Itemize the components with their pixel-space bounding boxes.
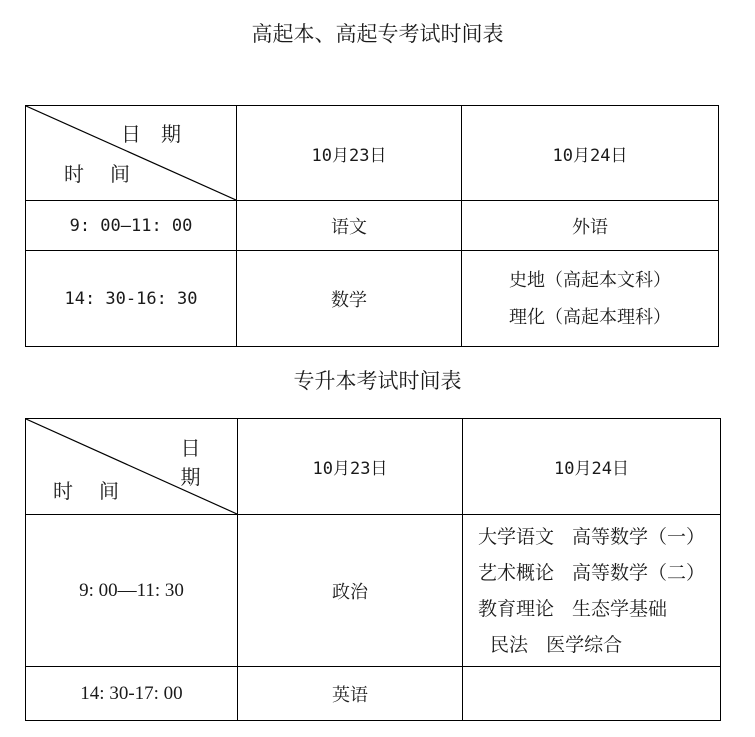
page-title-zhuanshengben: 专升本考试时间表 (293, 369, 462, 393)
subject-line: 民法 医学综合 (477, 633, 623, 656)
table-row (26, 201, 719, 251)
corner-header-cell (26, 106, 237, 201)
subject-line: 理化（高起本理科） (509, 306, 671, 328)
corner-header-cell (26, 419, 238, 515)
page-title-gaoqi: 高起本、高起专考试时间表 (251, 22, 504, 46)
subject-cell: 政治 (238, 515, 463, 667)
corner-date-label: 日期 (121, 122, 201, 146)
schedule-table-gaoqi (25, 105, 719, 347)
time-cell: 9: 00—11: 30 (26, 515, 238, 667)
subject-line: 大学语文 高等数学（一） (477, 525, 706, 548)
subject-cell-multi (462, 251, 719, 347)
time-cell: 9: 00—11: 00 (26, 201, 237, 251)
table-row (26, 515, 721, 667)
subject-cell-multi (463, 515, 721, 667)
subject-cell: 数学 (237, 251, 462, 347)
subject-cell: 英语 (238, 667, 463, 721)
table-header-row (26, 419, 721, 515)
table-row (26, 667, 721, 721)
subject-line: 史地（高起本文科） (509, 269, 671, 291)
day2-header: 10月24日 (463, 419, 721, 515)
corner-time-label: 时间 (64, 162, 156, 186)
corner-date-label: 日期 (180, 436, 221, 489)
corner-time-label: 时间 (53, 479, 145, 503)
time-cell: 14: 30-16: 30 (26, 251, 237, 347)
day1-header: 10月23日 (238, 419, 463, 515)
subject-line: 教育理论 生态学基础 (477, 597, 668, 620)
subject-line: 艺术概论 高等数学（二） (477, 561, 706, 584)
table-header-row (26, 106, 719, 201)
schedule-table-zhuanshengben (25, 418, 721, 721)
subject-cell-empty (463, 667, 721, 721)
day2-header: 10月24日 (462, 106, 719, 201)
table-row (26, 251, 719, 347)
subject-cell: 语文 (237, 201, 462, 251)
subject-list (478, 519, 705, 663)
subject-cell: 外语 (462, 201, 719, 251)
time-cell: 14: 30-17: 00 (26, 667, 238, 721)
day1-header: 10月23日 (237, 106, 462, 201)
